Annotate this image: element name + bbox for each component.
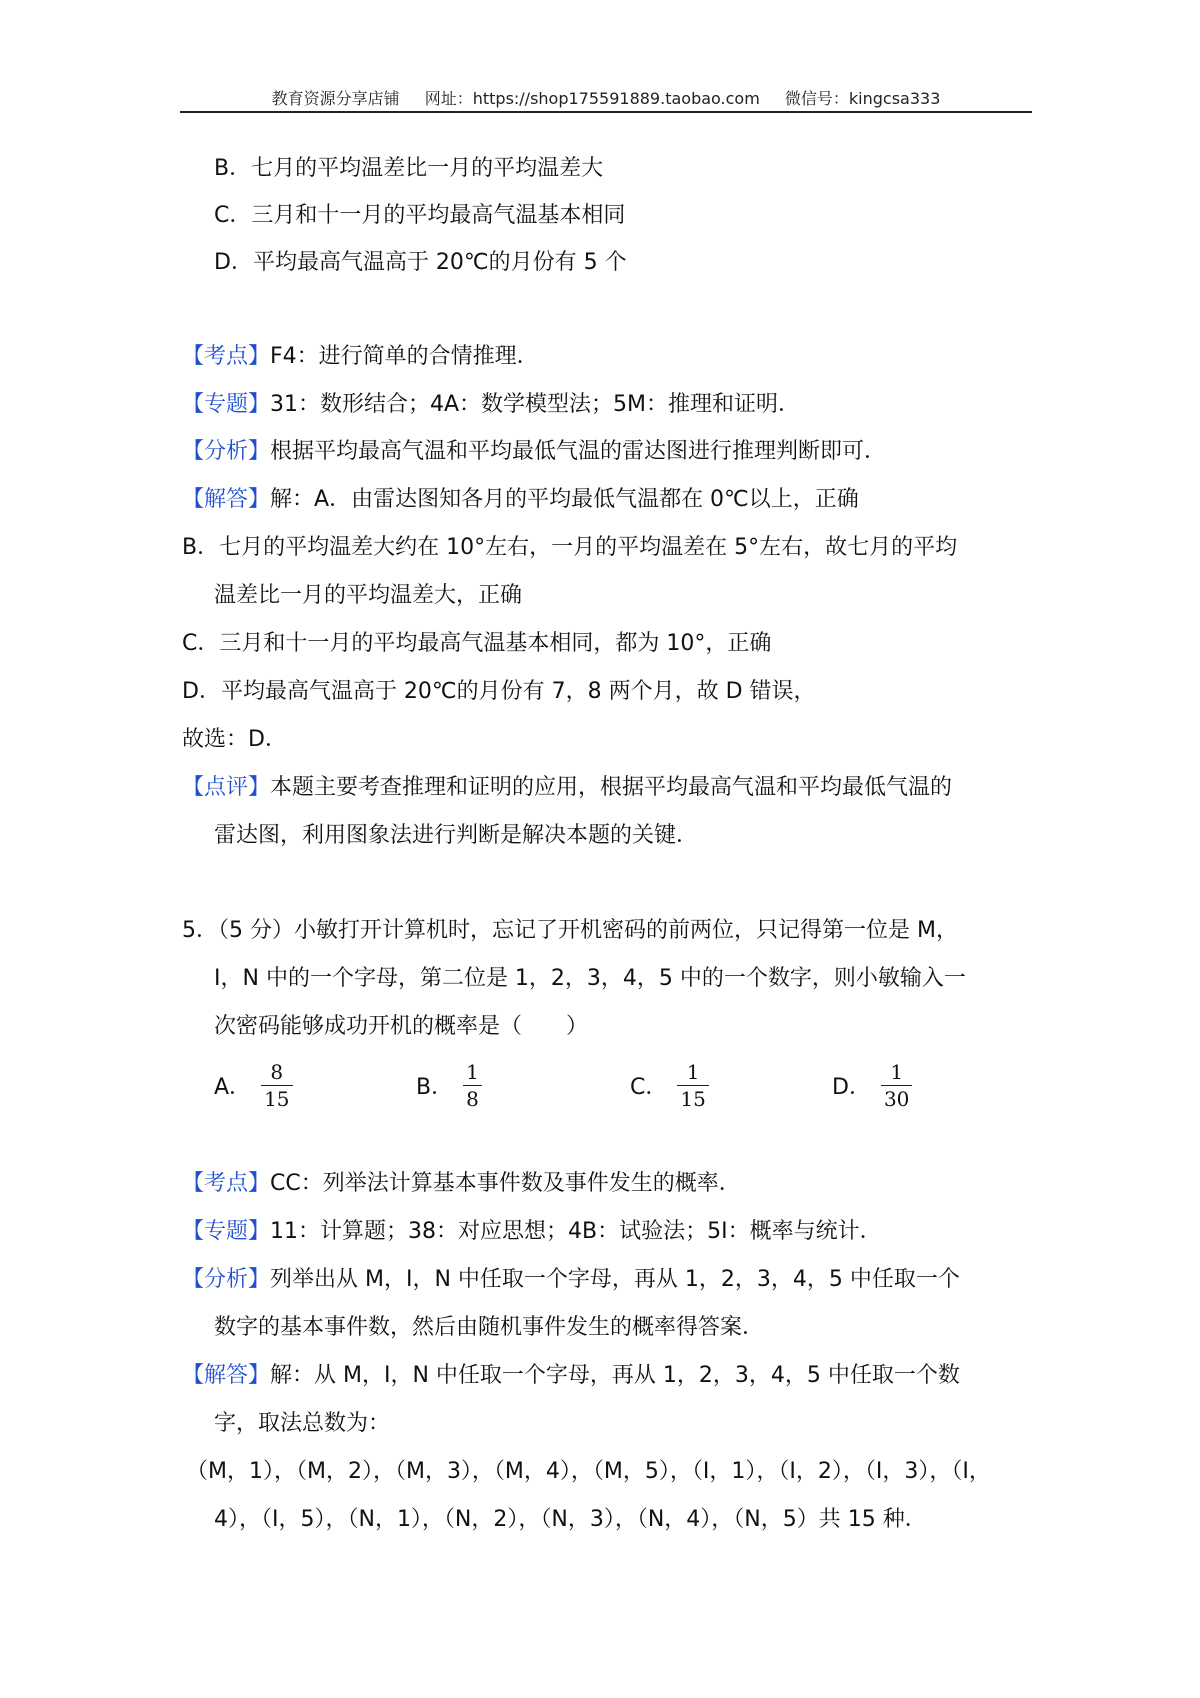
q4-dianping-line2: 雷达图，利用图象法进行判断是解决本题的关键． xyxy=(214,823,699,848)
fenxi-tag: 【分析】 xyxy=(182,1267,271,1292)
numerator: 1 xyxy=(466,1060,479,1084)
denominator: 30 xyxy=(883,1087,910,1111)
page-header xyxy=(180,86,1032,109)
jieda-tag: 【解答】 xyxy=(182,1363,271,1388)
q4-fenxi xyxy=(182,437,886,467)
q4-jieda xyxy=(182,485,859,515)
kaodian-text: F4：进行简单的合情推理． xyxy=(270,344,539,369)
q4-option-c: C．三月和十一月的平均最高气温基本相同 xyxy=(214,203,626,228)
q5-stem-line3: 次密码能够成功开机的概率是（ ） xyxy=(214,1014,589,1039)
zhuanti-tag: 【专题】 xyxy=(182,392,271,417)
q4-kaodian xyxy=(182,342,539,372)
fenxi-text-1: 列举出从 M，I，N 中任取一个字母，再从 1，2，3，4，5 中任取一个 xyxy=(270,1267,960,1292)
fraction xyxy=(463,1060,482,1111)
q5-stem-line2: I，N 中的一个字母，第二位是 1，2，3，4，5 中的一个数字，则小敏输入一 xyxy=(214,966,966,991)
kaodian-text: CC：列举法计算基本事件数及事件发生的概率． xyxy=(270,1171,741,1196)
option-label: C． xyxy=(630,1075,668,1100)
kaodian-tag: 【考点】 xyxy=(182,344,271,369)
q4-dianping xyxy=(182,773,952,803)
q5-list-line1: （M，1），（M，2），（M，3），（M，4），（M，5），（I，1），（I，2），（I，3），（I， xyxy=(186,1459,991,1484)
q4-choose: 故选：D． xyxy=(182,727,287,752)
fraction xyxy=(261,1060,292,1111)
header-shop: 教育资源分享店铺 xyxy=(271,89,400,108)
q4-answer-d: D．平均最高气温高于 20℃的月份有 7，8 两个月，故 D 错误， xyxy=(182,679,816,704)
q4-option-b: B．七月的平均温差比一月的平均温差大 xyxy=(214,156,604,181)
option-label: B． xyxy=(416,1075,454,1100)
q5-stem-line1: 5．（5 分）小敏打开计算机时，忘记了开机密码的前两位，只记得第一位是 M， xyxy=(182,918,958,943)
q5-zhuanti xyxy=(182,1217,882,1247)
q4-answer-b-line1: B．七月的平均温差大约在 10°左右，一月的平均温差在 5°左右，故七月的平均 xyxy=(182,535,958,560)
q4-zhuanti xyxy=(182,390,800,420)
q4-answer-c: C．三月和十一月的平均最高气温基本相同，都为 10°，正确 xyxy=(182,631,772,656)
denominator: 8 xyxy=(466,1087,479,1111)
q4-option-d: D．平均最高气温高于 20℃的月份有 5 个 xyxy=(214,250,627,275)
q4-answer-b-line2: 温差比一月的平均温差大，正确 xyxy=(214,583,523,608)
fraction-bar xyxy=(463,1085,482,1086)
q5-option-d xyxy=(832,1060,912,1111)
header-rule xyxy=(180,111,1032,113)
q5-kaodian xyxy=(182,1169,741,1199)
q5-option-a xyxy=(214,1060,293,1111)
numerator: 1 xyxy=(686,1060,700,1084)
dianping-text-1: 本题主要考查推理和证明的应用，根据平均最高气温和平均最低气温的 xyxy=(270,775,953,800)
fenxi-text: 根据平均最高气温和平均最低气温的雷达图进行推理判断即可． xyxy=(270,439,887,464)
zhuanti-text: 11：计算题；38：对应思想；4B：试验法；5I：概率与统计． xyxy=(270,1219,882,1244)
jieda-tag: 【解答】 xyxy=(182,487,271,512)
q5-option-c xyxy=(630,1060,709,1111)
denominator: 15 xyxy=(264,1087,290,1111)
fenxi-tag: 【分析】 xyxy=(182,439,271,464)
kaodian-tag: 【考点】 xyxy=(182,1171,271,1196)
numerator: 1 xyxy=(890,1060,904,1084)
fraction-bar xyxy=(881,1085,912,1086)
q5-option-b xyxy=(416,1060,482,1111)
header-url: 网址：https://shop175591889.taobao.com xyxy=(424,89,760,108)
option-label: D． xyxy=(832,1075,871,1100)
zhuanti-tag: 【专题】 xyxy=(182,1219,271,1244)
q5-list-line2: 4），（I，5），（N，1），（N，2），（N，3），（N，4），（N，5）共 15 种． xyxy=(214,1507,927,1532)
jieda-text-1: 解：从 M，I，N 中任取一个字母，再从 1，2，3，4，5 中任取一个数 xyxy=(270,1363,960,1388)
fraction xyxy=(881,1060,912,1111)
q5-fenxi xyxy=(182,1265,960,1295)
dianping-tag: 【点评】 xyxy=(182,775,271,800)
numerator: 8 xyxy=(270,1060,284,1084)
q5-fenxi-line2: 数字的基本事件数，然后由随机事件发生的概率得答案． xyxy=(214,1315,765,1340)
fraction-bar xyxy=(261,1085,292,1086)
q5-jieda xyxy=(182,1361,960,1391)
header-wechat: 微信号：kingcsa333 xyxy=(784,89,941,108)
q5-jieda-line2: 字，取法总数为： xyxy=(214,1411,391,1436)
fraction-bar xyxy=(677,1085,708,1086)
denominator: 15 xyxy=(680,1087,706,1111)
jieda-text: 解：A．由雷达图知各月的平均最低气温都在 0℃以上，正确 xyxy=(270,487,859,512)
zhuanti-text: 31：数形结合；4A：数学模型法；5M：推理和证明． xyxy=(270,392,801,417)
fraction xyxy=(677,1060,708,1111)
option-label: A． xyxy=(214,1075,252,1100)
